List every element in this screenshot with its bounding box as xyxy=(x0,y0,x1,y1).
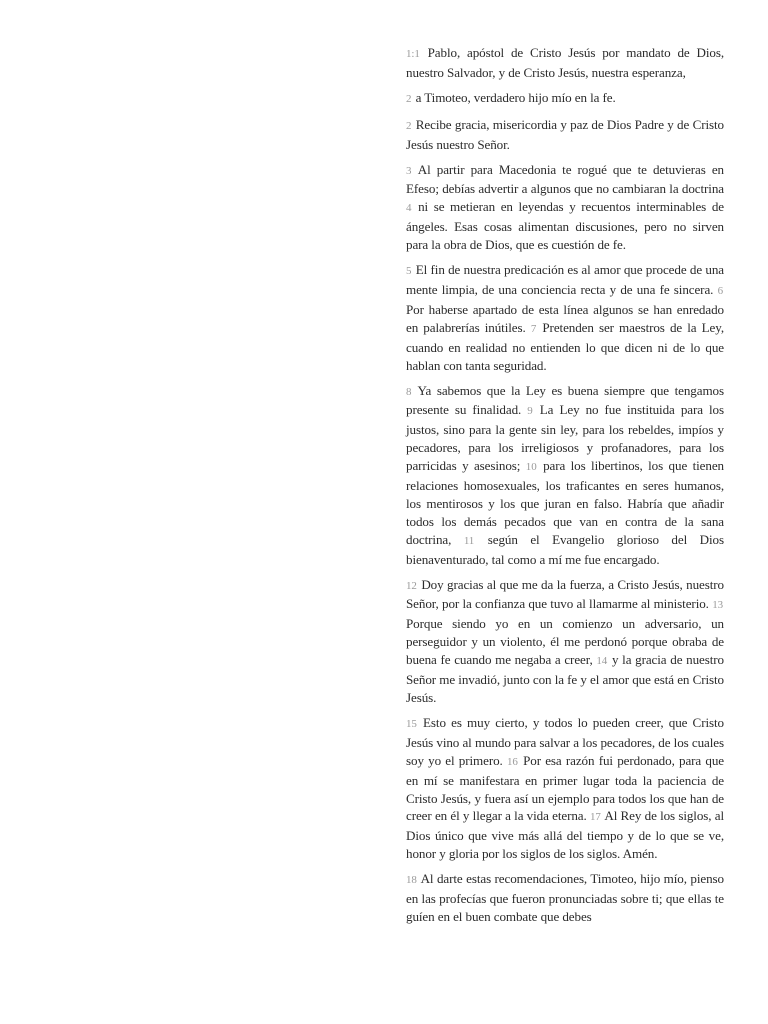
verse-text: Pretenden ser maestros de la Ley, cuando en realidad no entienden lo que dicen ni de lo que hablan con tanta seguridad. xyxy=(406,319,724,373)
paragraph xyxy=(406,116,724,154)
verse-number: 1:1 xyxy=(406,48,420,60)
paragraph xyxy=(406,89,724,109)
verse-text: a Timoteo, verdadero hijo mío en la fe. xyxy=(415,89,616,105)
document-text-column xyxy=(406,44,724,933)
verse-text: Al darte estas recomendaciones, Timoteo, hijo mío, pienso en las profecías que fueron pronunciadas sobre ti; que ellas te guíen en el buen combate que debes xyxy=(406,871,724,924)
verse-text: La Ley no fue instituida para los justos, sino para la gente sin ley, para los rebeldes, impíos y pecadores, para los irreligiosos y profanadores, para los parricidas y asesinos; xyxy=(406,402,724,474)
verse-number: 15 xyxy=(406,717,417,730)
verse-number: 14 xyxy=(596,655,608,668)
verse-number: 9 xyxy=(527,405,533,418)
verse-number: 11 xyxy=(463,534,475,547)
verse-text: ni se metieran en leyendas y recuentos interminables de ángeles. Esas cosas alimentan discusiones, pero no sirven para la obra de Dios, que es cuestión de fe. xyxy=(406,199,724,253)
verse-number: 2 xyxy=(406,119,412,132)
paragraph xyxy=(406,870,724,926)
verse-text: Por esa razón fui perdonado, para que en mí se manifestara en primer lugar toda la paciencia de Cristo Jesús, y fuera así un ejemplo para todos los que han de creer en él y llegar a la vida eterna. xyxy=(406,752,724,824)
verse-number: 4 xyxy=(406,202,412,215)
verse-text: Al partir para Macedonia te rogué que te detuvieras en Efeso; debías advertir a algunos que no cambiaran la doctrina xyxy=(406,161,724,197)
paragraph xyxy=(406,576,724,707)
verse-text: y la gracia de nuestro Señor me invadió, junto con la fe y el amor que está en Cristo Jesús. xyxy=(406,652,724,705)
paragraph xyxy=(406,161,724,255)
verse-text: Recibe gracia, misericordia y paz de Dios Padre y de Cristo Jesús nuestro Señor. xyxy=(406,116,724,152)
verse-text: Doy gracias al que me da la fuerza, a Cristo Jesús, nuestro Señor, por la confianza que tuvo al llamarme al ministerio. xyxy=(406,576,724,612)
verse-text: Por haberse apartado de esta línea algunos se han enredado en palabrerías inútiles. xyxy=(406,301,724,335)
verse-number: 16 xyxy=(506,755,518,768)
paragraph xyxy=(406,714,724,863)
verse-text: para los libertinos, los que tienen relaciones homosexuales, los traficantes en seres humanos, los mentirosos y los que juran en falso. Habría que añadir todos los demás pecados que van en contra de la sana doctrina, xyxy=(406,458,724,547)
verse-number: 3 xyxy=(406,164,412,177)
verse-number: 12 xyxy=(406,579,417,592)
verse-number: 18 xyxy=(406,874,417,887)
verse-number: 6 xyxy=(717,284,723,297)
verse-text: Esto es muy cierto, y todos lo pueden creer, que Cristo Jesús vino al mundo para salvar a los pecadores, de los cuales soy yo el primero. xyxy=(406,714,724,768)
verse-number: 5 xyxy=(406,265,412,278)
verse-text: Ya sabemos que la Ley es buena siempre que tengamos presente su finalidad. xyxy=(406,382,724,418)
verse-number: 8 xyxy=(406,385,412,398)
paragraph xyxy=(406,261,724,374)
verse-text: Pablo, apóstol de Cristo Jesús por mandato de Dios, nuestro Salvador, y de Cristo Jesús, nuestra esperanza, xyxy=(406,45,724,80)
verse-number: 7 xyxy=(530,322,537,335)
verse-text: El fin de nuestra predicación es al amor que procede de una mente limpia, de una conciencia recta y de una fe sincera. xyxy=(406,262,724,297)
verse-text: según el Evangelio glorioso del Dios bienaventurado, tal como a mí me fue encargado. xyxy=(406,531,724,567)
paragraph xyxy=(406,44,724,82)
verse-number: 13 xyxy=(712,599,723,612)
verse-text: Porque siendo yo en un comienzo un adversario, un perseguidor y un violento, él me perdonó porque obraba de buena fe cuando me negaba a creer, xyxy=(406,616,724,668)
verse-number: 10 xyxy=(525,461,537,474)
verse-text: Al Rey de los siglos, al Dios único que vive más allá del tiempo y de lo que se ve, honor y gloria por los siglos de los siglos. Amén. xyxy=(406,808,725,862)
paragraph xyxy=(406,382,724,569)
verse-number: 2 xyxy=(406,92,412,105)
verse-number: 17 xyxy=(589,811,601,824)
